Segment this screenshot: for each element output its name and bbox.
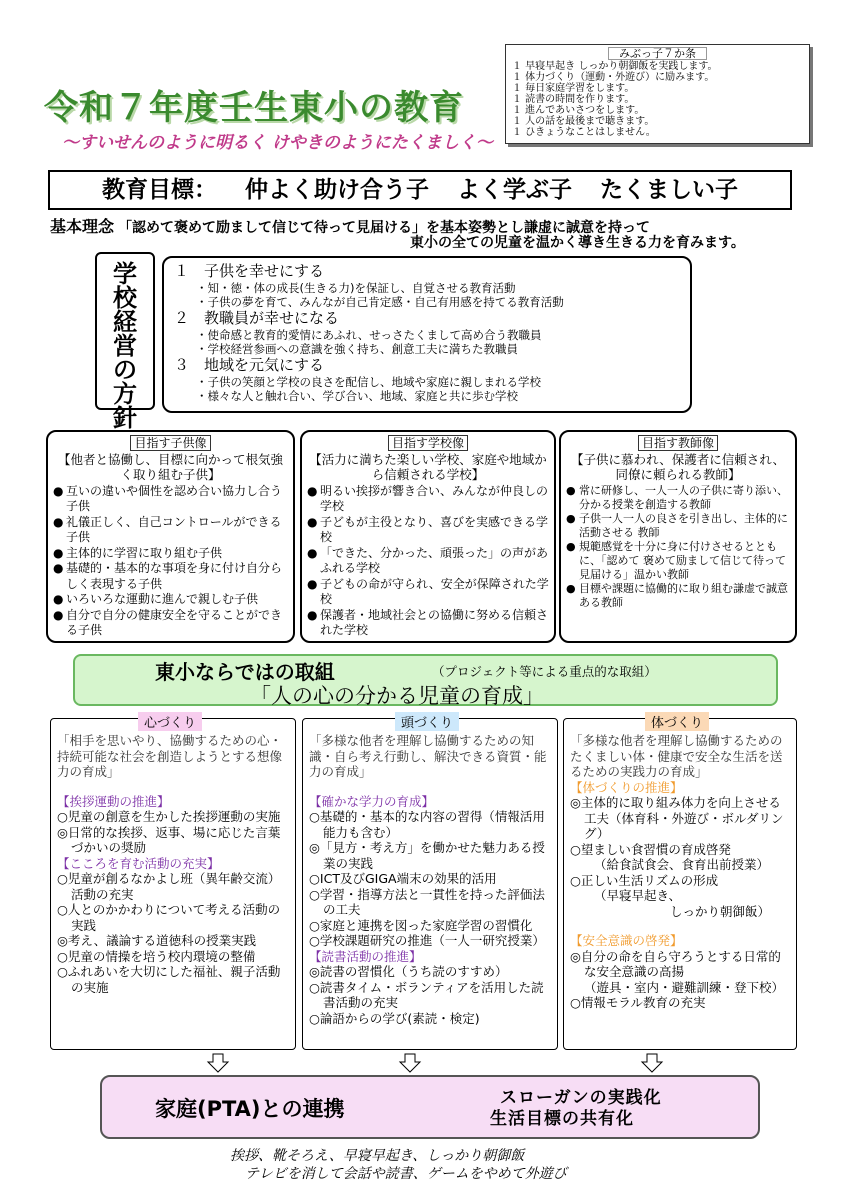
- column-item: ○学校課題研究の推進（一人一研究授業）: [309, 933, 545, 948]
- policy-heading: ２ 教職員が幸せになる: [174, 309, 340, 327]
- banner-title: 東小ならではの取組: [155, 660, 335, 684]
- policy-item: ・使命感と教育的愛情にあふれ、せっさたくまして高め合う教職員: [196, 328, 542, 342]
- footer-line: テレビを消して会話や読書、ゲームをやめて外遊び: [245, 1166, 567, 1182]
- column-item: （早寝早起き、: [594, 888, 682, 903]
- rule-item: １ ひきょうなことはしません。: [512, 127, 656, 138]
- column-item: ○論語からの学び(素読・検定): [309, 1010, 480, 1026]
- column-item: ◎「見方・考え方」を働かせた魅力ある授業の実践: [309, 840, 545, 871]
- vision-box-school: [300, 430, 556, 643]
- vision-item: ● 互いの違いや個性を認め合い協力し合う子供: [53, 484, 288, 515]
- policy-item: ・様々な人と触れ合い、学び合い、地域、家庭と共に歩む学校: [196, 389, 518, 403]
- goal-item: よく学ぶ子: [457, 177, 572, 203]
- goal-item: 仲よく助け合う子: [244, 177, 429, 203]
- policy-item: ・子供の夢を育て、みんなが自己肯定感・自己有用感を持てる教育活動: [196, 295, 564, 309]
- vision-item: ● 子どもが主役となり、喜びを実感できる学校: [307, 515, 549, 546]
- down-arrow-icon: [206, 1053, 230, 1073]
- down-arrow-icon: [640, 1053, 664, 1073]
- education-goal: [48, 170, 792, 210]
- column-item: ○読書タイム・ボランティアを活用した読書活動の充実: [309, 979, 544, 1010]
- column-item: ○学習・指導方法と一貫性を持った評価法の工夫: [309, 886, 545, 917]
- pta-slogan: スローガンの実践化: [500, 1088, 662, 1108]
- vision-subtitle: 【他者と協働し、目標に向かって根気強く取り組む子供】: [57, 451, 283, 482]
- column-item: ○情報モラル教育の充実: [570, 995, 706, 1010]
- pta-slogan: 生活目標の共有化: [490, 1109, 634, 1129]
- policy-item: ・子供の笑顔と学校の良さを配信し、地域や家庭に親しまれる学校: [196, 375, 541, 389]
- vision-item: ● 明るい挨拶が響き合い、みんなが仲良しの学校: [307, 484, 549, 515]
- policy-heading: ３ 地域を元気にする: [174, 356, 325, 374]
- pta-title: 家庭(PTA)との連携: [155, 1097, 345, 1121]
- column-item: ○児童の情操を培う校内環境の整備: [57, 948, 256, 964]
- policy-label: [95, 252, 155, 432]
- vision-subtitle: 【子供に慕われ、保護者に信頼され、同僚に頼られる教師】: [570, 451, 785, 482]
- column-item: ○人とのかかわりについて考える活動の実践: [57, 902, 281, 933]
- principle-line2: 東小の全ての児童を温かく導き生きる力を育みます。: [410, 235, 745, 251]
- policy-label-char: 営: [113, 332, 137, 360]
- column-item: ○児童の創意を生かした挨拶運動の実施: [57, 809, 281, 824]
- policy-box: [162, 256, 692, 413]
- goal-item: たくましい子: [600, 177, 739, 203]
- rule-item: １ 読書の時間を作ります。: [512, 94, 635, 105]
- policy-label-char: 経: [113, 308, 137, 336]
- column-item: ◎日常的な挨拶、返事、場に応じた言葉づかいの奨励: [57, 824, 281, 855]
- column-heart: [50, 718, 296, 1050]
- vision-box-child: [46, 430, 295, 643]
- column-item: ◎自分の命を自ら守ろうとする日常的な安全意識の高揚: [570, 948, 781, 979]
- policy-label-char: 針: [113, 404, 137, 432]
- column-tag-head: 頭づくり: [395, 712, 459, 731]
- column-intro: 「多様な他者を理解し協働するための知識・自ら考え行動し、解決できる資質・能力の育成」: [309, 733, 547, 779]
- column-body: [563, 718, 797, 1050]
- column-item: （給食試食会、食育出前授業）: [594, 857, 770, 872]
- rule-item: １ 体力づくり（運動・外遊び）に励みます。: [512, 72, 715, 83]
- column-head: [302, 718, 558, 1050]
- banner-theme: 「人の心の分かる児童の育成」: [250, 684, 544, 708]
- column-item: ○児童が創るなかよし班（異年齢交流）活動の充実: [57, 871, 281, 902]
- column-item: ○正しい生活リズムの形成: [570, 872, 719, 888]
- policy-label-char: の: [113, 356, 137, 384]
- column-intro: 「相手を思いやり、協働するための心・持続可能な社会を創造しようとする想像力の育成」: [57, 733, 283, 779]
- column-item: ○基礎的・基本的な内容の習得（情報活用能力も含む）: [309, 809, 545, 840]
- column-item: ○ICT及びGIGA端末の効果的活用: [309, 871, 497, 886]
- principle-label: 基本理念: [50, 217, 115, 236]
- down-arrow-icon: [398, 1053, 422, 1073]
- page-title: 令和７年度壬生東小の教育: [44, 88, 464, 128]
- column-item: ◎主体的に取り組み体力を向上させる工夫（体育科・外遊び・ボルダリング）: [570, 795, 784, 841]
- column-item: ○ふれあいを大切にした福祉、親子活動の実施: [57, 964, 281, 995]
- vision-item: ● 子どもの命が守られ、安全が保障された学校: [307, 577, 549, 608]
- vision-item: ● 基礎的・基本的な事項を身に付け自分らしく表現する子供: [53, 561, 288, 592]
- column-intro: 「多様な他者を理解し協働するためのたくましい体・健康で安全な生活を送るための実践力の育成」: [570, 733, 783, 779]
- column-item: ◎考え、議論する道徳科の授業実践: [57, 933, 257, 948]
- footer-line: 挨拶、靴そろえ、早寝早起き、しっかり朝御飯: [230, 1148, 525, 1164]
- vision-title: 目指す学校像: [388, 435, 468, 451]
- rule-item: １ 毎日家庭学習をします。: [512, 83, 635, 94]
- column-heading: 【体づくりの推進】: [570, 779, 683, 795]
- policy-item: ・学校経営参画への意識を強く持ち、創意工夫に満ちた教職員: [196, 342, 518, 356]
- rules-title: みぶっ子７か条: [608, 47, 707, 60]
- page-subtitle: ～すいせんのように明るく けやきのようにたくましく～: [62, 133, 493, 153]
- rule-item: １ 人の話を最後まで聴きます。: [512, 116, 655, 127]
- vision-item: ● 目標や課題に協働的に取り組む謙虚で誠意ある教師: [566, 582, 790, 610]
- column-item: （遊具・室内・避難訓練・登下校）: [584, 979, 785, 995]
- vision-item: ● 規範感覚を十分に身に付けさせるとともに、「認めて 褒めて励まして信じて待って見届ける」温かい教師: [566, 540, 790, 582]
- vision-item: ● 自分で自分の健康安全を守ることができる子供: [53, 608, 288, 639]
- column-heading: 【確かな学力の育成】: [309, 793, 435, 809]
- column-heading: 【読書活動の推進】: [309, 948, 422, 964]
- principle-line1: 「認めて褒めて励まして信じて待って見届ける」を基本姿勢とし謙虚に誠意を持って: [118, 220, 651, 236]
- mibukko-rules-box: [505, 44, 810, 144]
- vision-item: ● いろいろな運動に進んで親しむ子供: [53, 592, 288, 608]
- vision-item: ● 「できた、分かった、頑張った」の声があふれる学校: [307, 546, 549, 577]
- column-heading: 【挨拶運動の推進】: [57, 793, 170, 809]
- rule-item: １ 早寝早起き しっかり朝御飯を実践します。: [512, 61, 718, 72]
- vision-subtitle: 【活力に満ちた楽しい学校、家庭や地域から信頼される学校】: [309, 451, 547, 482]
- policy-item: ・知・徳・体の成長(生きる力)を保証し、自覚させる教育活動: [196, 281, 516, 295]
- vision-item: ● 保護者・地域社会との協働に努める信頼された学校: [307, 608, 549, 639]
- policy-label-char: 学: [113, 260, 137, 288]
- column-item: ◎読書の習慣化（うち読のすすめ）: [309, 964, 508, 979]
- vision-title: 目指す教師像: [638, 435, 718, 451]
- vision-box-teacher: [559, 430, 797, 643]
- column-item: ○望ましい食習慣の育成啓発: [570, 841, 731, 857]
- column-heading: 【安全意識の啓発】: [570, 933, 683, 948]
- vision-title: 目指す子供像: [130, 435, 210, 451]
- policy-label-char: 校: [113, 284, 137, 312]
- policy-heading: １ 子供を幸せにする: [174, 262, 325, 280]
- column-heading: 【こころを育む活動の充実】: [57, 855, 220, 871]
- vision-item: ● 主体的に学習に取り組む子供: [53, 546, 288, 562]
- rule-item: １ 進んであいさつをします。: [512, 105, 645, 116]
- goal-label: 教育目標：: [101, 177, 217, 203]
- column-tag-body: 体づくり: [645, 712, 709, 731]
- policy-label-char: 方: [113, 380, 137, 408]
- banner-subtitle: （プロジェクト等による重点的な取組）: [432, 664, 657, 679]
- column-tag-heart: 心づくり: [138, 712, 202, 731]
- column-item: しっかり朝御飯）: [670, 903, 771, 919]
- column-item: ○家庭と連携を図った家庭学習の習慣化: [309, 917, 533, 933]
- vision-item: ● 常に研修し、一人一人の子供に寄り添い、分かる授業を創造する教師: [566, 484, 790, 512]
- vision-item: ● 礼儀正しく、自己コントロールができる子供: [53, 515, 288, 546]
- vision-item: ● 子供一人一人の良さを引き出し、主体的に活動させる 教師: [566, 512, 790, 540]
